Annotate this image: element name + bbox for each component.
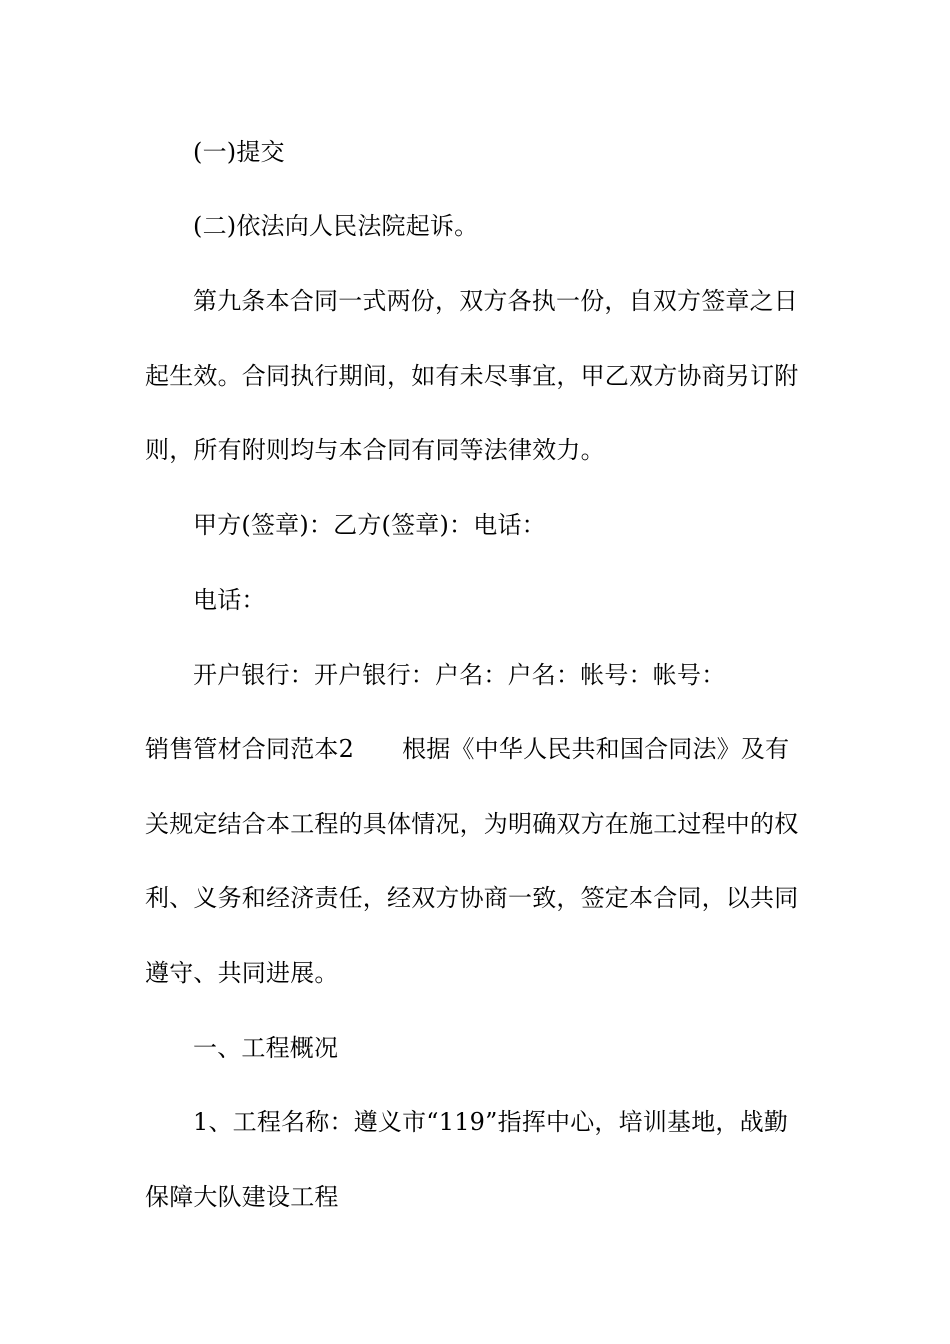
text-line-9: [145, 733, 810, 765]
text-line-3: 第九条本合同一式两份，双方各执一份，自双方签章之日: [193, 287, 798, 315]
section-title: 销售管材合同范本2: [145, 735, 355, 763]
text-line-5: 则，所有附则均与本合同有同等法律效力。: [145, 436, 605, 464]
text-line-11: 利、义务和经济责任，经双方协商一致，签定本合同，以共同: [145, 884, 799, 912]
text-line-14: 1、工程名称：遵义市“119”指挥中心，培训基地，战勤: [193, 1108, 789, 1136]
text-line-4: 起生效。合同执行期间，如有未尽事宜，甲乙双方协商另订附: [145, 362, 799, 390]
text-line-1: (一)提交: [193, 138, 285, 166]
text-line-10: 关规定结合本工程的具体情况，为明确双方在施工过程中的权: [145, 810, 799, 838]
text-line-6: 甲方(签章)：乙方(签章)：电话：: [193, 511, 546, 539]
section-intro: 根据《中华人民共和国合同法》及有: [402, 735, 790, 763]
text-line-13: 一、工程概况: [193, 1034, 339, 1062]
text-line-12: 遵守、共同进展。: [145, 959, 339, 987]
text-line-7: 电话：: [193, 586, 266, 614]
text-line-15: 保障大队建设工程: [145, 1183, 339, 1211]
text-line-2: (二)依法向人民法院起诉。: [193, 212, 479, 240]
text-line-8: 开户银行：开户银行：户名：户名：帐号：帐号：: [193, 661, 726, 689]
